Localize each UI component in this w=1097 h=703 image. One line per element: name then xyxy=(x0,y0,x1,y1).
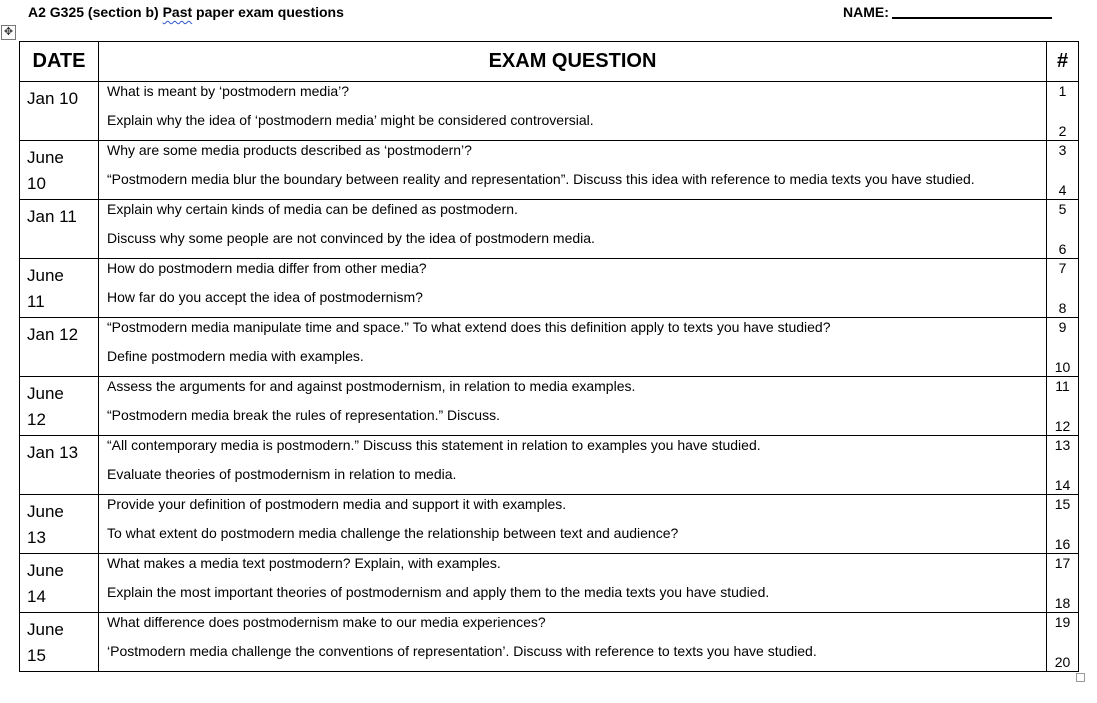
question-number: 11 xyxy=(1055,378,1070,394)
number-cell[interactable] xyxy=(1047,259,1079,318)
question-text: What difference does postmodernism make to our media experiences? xyxy=(107,614,546,630)
question-cell[interactable] xyxy=(99,259,1047,318)
name-label: NAME: xyxy=(843,4,889,20)
table-move-handle-icon[interactable]: ✥ xyxy=(1,25,16,40)
question-text: What makes a media text postmodern? Explain, with examples. xyxy=(107,555,501,571)
question-text: Assess the arguments for and against postmodernism, in relation to media examples. xyxy=(107,378,636,394)
question-number: 10 xyxy=(1054,359,1071,375)
name-blank-line[interactable] xyxy=(892,17,1052,19)
date-line-2: 13 xyxy=(27,528,46,547)
table-header-row xyxy=(20,42,1079,82)
question-cell[interactable] xyxy=(99,495,1047,554)
question-number: 3 xyxy=(1058,142,1067,158)
question-text: Explain why certain kinds of media can be defined as postmodern. xyxy=(107,201,518,217)
question-cell[interactable] xyxy=(99,613,1047,672)
number-cell[interactable] xyxy=(1047,613,1079,672)
number-cell[interactable] xyxy=(1047,200,1079,259)
date-line-1: Jan 12 xyxy=(27,325,79,344)
date-line-1: Jan 11 xyxy=(27,207,77,226)
date-line-2: 14 xyxy=(27,587,46,606)
question-text: What is meant by ‘postmodern media’? xyxy=(107,83,349,99)
date-line-1: June xyxy=(27,266,64,285)
date-line-2: 10 xyxy=(27,174,46,193)
number-cell[interactable] xyxy=(1047,436,1079,495)
question-number: 1 xyxy=(1058,83,1067,99)
table-row xyxy=(20,613,1079,672)
exam-questions-table xyxy=(19,41,1079,672)
question-cell[interactable] xyxy=(99,200,1047,259)
question-number: 13 xyxy=(1054,437,1071,453)
question-cell[interactable] xyxy=(99,377,1047,436)
question-number: 6 xyxy=(1058,241,1067,257)
document-title xyxy=(28,4,344,20)
question-number: 8 xyxy=(1058,300,1067,316)
question-number: 12 xyxy=(1054,418,1071,434)
question-text: Explain why the idea of ‘postmodern media’ might be considered controversial. xyxy=(107,112,594,128)
title-spellcheck-word: Past xyxy=(162,4,193,20)
question-text: To what extent do postmodern media challenge the relationship between text and audience? xyxy=(107,525,679,541)
question-column-header: EXAM QUESTION xyxy=(99,42,1047,82)
question-text: “Postmodern media break the rules of representation.” Discuss. xyxy=(107,407,500,423)
date-line-2: 15 xyxy=(27,646,46,665)
date-cell[interactable] xyxy=(20,377,99,436)
question-cell[interactable] xyxy=(99,82,1047,141)
question-text: Provide your definition of postmodern media and support it with examples. xyxy=(107,496,567,512)
question-text: “All contemporary media is postmodern.” Discuss this statement in relation to examples you have studied. xyxy=(107,437,761,453)
number-cell[interactable] xyxy=(1047,377,1079,436)
table-row xyxy=(20,82,1079,141)
table-row xyxy=(20,436,1079,495)
question-cell[interactable] xyxy=(99,318,1047,377)
question-cell[interactable] xyxy=(99,554,1047,613)
question-text: How do postmodern media differ from other media? xyxy=(107,260,427,276)
question-cell[interactable] xyxy=(99,141,1047,200)
question-number: 18 xyxy=(1054,595,1071,611)
question-number: 2 xyxy=(1058,123,1067,139)
date-line-1: June xyxy=(27,148,64,167)
date-cell[interactable] xyxy=(20,554,99,613)
table-row xyxy=(20,259,1079,318)
question-text: How far do you accept the idea of postmodernism? xyxy=(107,289,423,305)
question-number: 19 xyxy=(1054,614,1071,630)
date-line-2: 12 xyxy=(27,410,46,429)
table-row xyxy=(20,318,1079,377)
date-cell[interactable] xyxy=(20,318,99,377)
date-cell[interactable] xyxy=(20,141,99,200)
date-cell[interactable] xyxy=(20,82,99,141)
date-line-2: 11 xyxy=(27,292,45,311)
question-number: 9 xyxy=(1058,319,1067,335)
question-number: 7 xyxy=(1058,260,1067,276)
question-text: Why are some media products described as ‘postmodern’? xyxy=(107,142,472,158)
date-cell[interactable] xyxy=(20,259,99,318)
question-text: Explain the most important theories of postmodernism and apply them to the media texts you have studied. xyxy=(107,584,770,600)
number-cell[interactable] xyxy=(1047,318,1079,377)
table-row xyxy=(20,141,1079,200)
date-column-header: DATE xyxy=(20,42,99,82)
question-text: “Postmodern media blur the boundary between reality and representation”. Discuss this idea with reference to media texts you have studied. xyxy=(107,171,975,187)
question-text: Evaluate theories of postmodernism in relation to media. xyxy=(107,466,457,482)
date-line-1: June xyxy=(27,561,64,580)
question-number: 14 xyxy=(1054,477,1071,493)
table-row xyxy=(20,554,1079,613)
question-number: 20 xyxy=(1054,654,1071,670)
date-line-1: Jan 10 xyxy=(27,89,79,108)
date-cell[interactable] xyxy=(20,436,99,495)
question-text: ‘Postmodern media challenge the conventions of representation’. Discuss with reference to texts you have studied. xyxy=(107,643,817,659)
question-number: 17 xyxy=(1054,555,1071,571)
table-resize-handle[interactable] xyxy=(1076,673,1085,682)
date-line-1: June xyxy=(27,384,64,403)
number-column-header: # xyxy=(1047,42,1079,82)
table-row xyxy=(20,377,1079,436)
date-cell[interactable] xyxy=(20,200,99,259)
question-number: 4 xyxy=(1058,182,1067,198)
question-text: “Postmodern media manipulate time and space.” To what extend does this definition apply to texts you have studied? xyxy=(107,319,831,335)
table-row xyxy=(20,495,1079,554)
date-line-1: Jan 13 xyxy=(27,443,79,462)
question-number: 5 xyxy=(1058,201,1067,217)
number-cell[interactable] xyxy=(1047,141,1079,200)
number-cell[interactable] xyxy=(1047,554,1079,613)
question-number: 16 xyxy=(1054,536,1071,552)
number-cell[interactable] xyxy=(1047,82,1079,141)
date-line-1: June xyxy=(27,620,64,639)
number-cell[interactable] xyxy=(1047,495,1079,554)
date-line-1: June xyxy=(27,502,64,521)
question-cell[interactable] xyxy=(99,436,1047,495)
date-cell[interactable] xyxy=(20,495,99,554)
date-cell[interactable] xyxy=(20,613,99,672)
question-text: Define postmodern media with examples. xyxy=(107,348,364,364)
title-suffix: paper exam questions xyxy=(192,4,344,20)
question-number: 15 xyxy=(1054,496,1071,512)
question-text: Discuss why some people are not convinced by the idea of postmodern media. xyxy=(107,230,595,246)
title-prefix: A2 G325 (section b) xyxy=(28,4,163,20)
table-row xyxy=(20,200,1079,259)
